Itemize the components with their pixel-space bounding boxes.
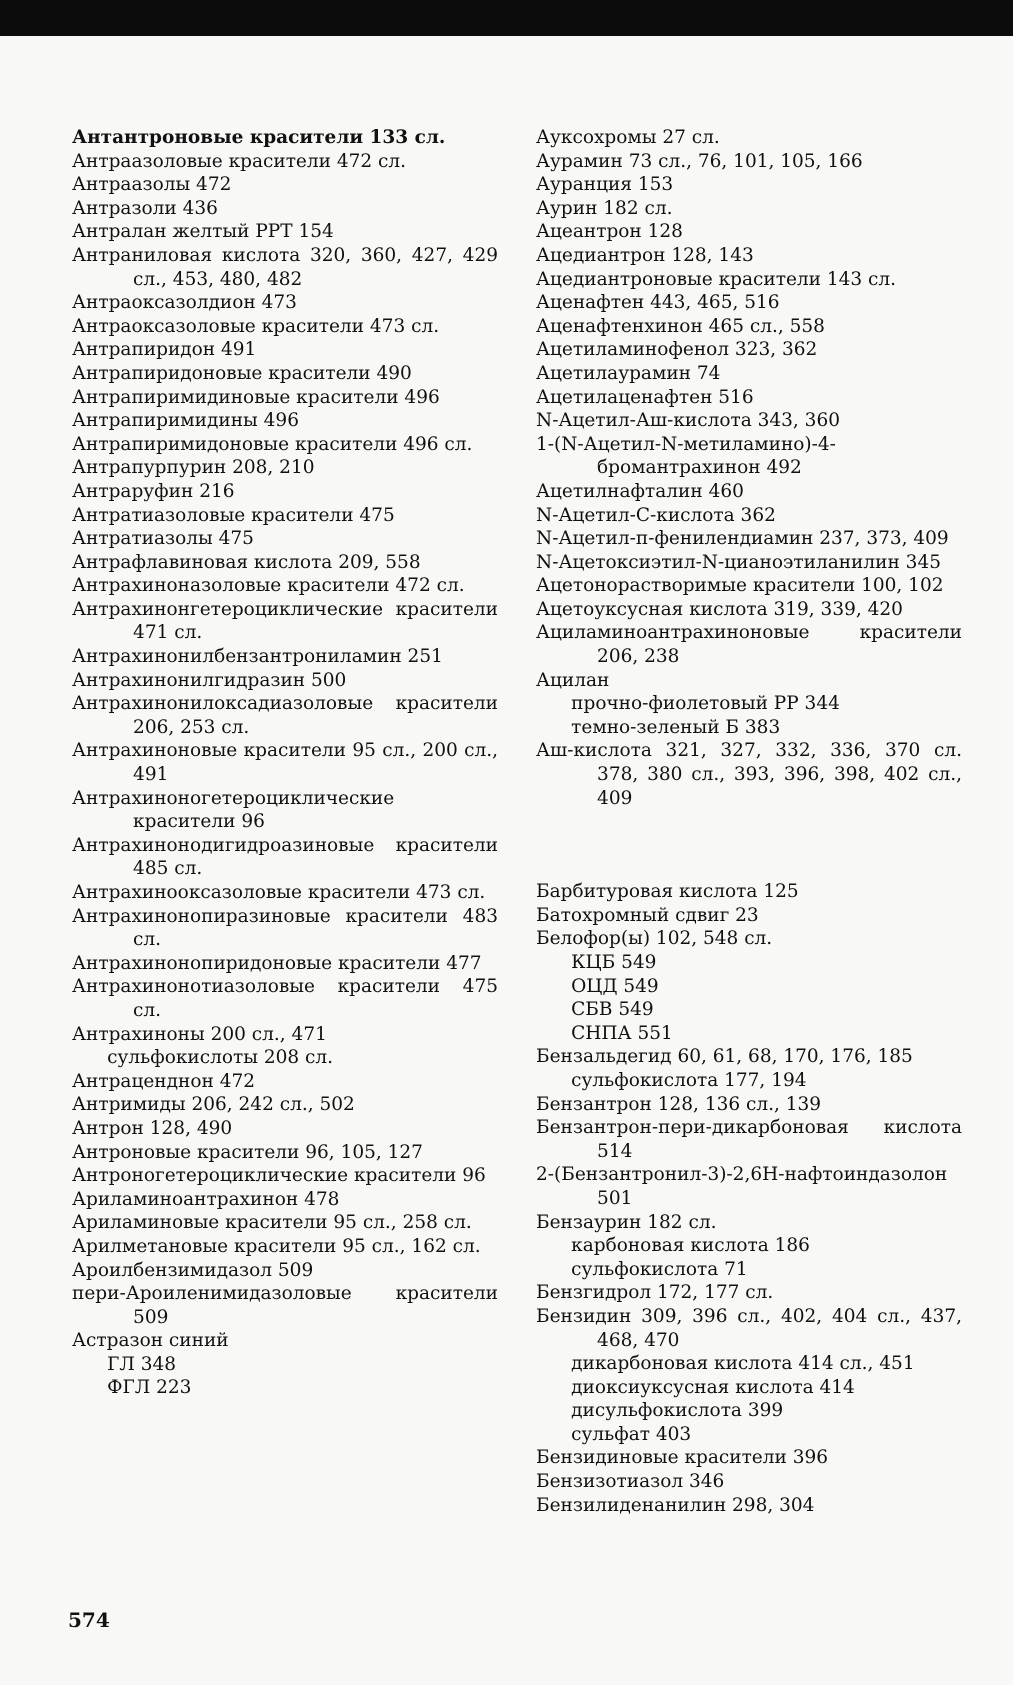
top-border-bar (0, 0, 1013, 36)
index-entry: Антразоли 436 (72, 197, 218, 219)
index-entry: Ацетоуксусная кислота 319, 339, 420 (536, 598, 903, 620)
index-subentry: диоксиуксусная кислота 414 (571, 1376, 855, 1398)
index-entry: Бензантрон 128, 136 сл., 139 (536, 1093, 822, 1115)
index-entry: Барбитуровая кислота 125 (536, 881, 799, 903)
index-subentry: сульфокислоты 208 сл. (107, 1047, 333, 1069)
index-entry: Белофор(ы) 102, 548 сл. (536, 928, 773, 950)
index-entry: Аурамин 73 сл., 76, 101, 105, 166 (536, 150, 863, 172)
index-entry: Ацеантрон 128 (536, 221, 683, 243)
index-subentry: ФГЛ 223 (107, 1377, 192, 1399)
index-entry: Ацедиантрон 128, 143 (536, 244, 754, 266)
index-entry: Ауксохромы 27 сл. (536, 127, 720, 148)
index-entry: 2-(Бензантронил-3)-2,6Н-нафтоиндазолон 501 (536, 1164, 948, 1209)
index-entry: Бензгидрол 172, 177 сл. (536, 1282, 774, 1304)
index-entry: Антраазоловые красители 472 сл. (72, 150, 407, 172)
index-entry: пери-Ароиленимидазоловые красители 509 (72, 1283, 498, 1328)
index-column-left (72, 126, 498, 1400)
index-subentry: дисульфокислота 399 (571, 1400, 784, 1422)
index-entry: Ацетонорастворимые красители 100, 102 (536, 575, 944, 597)
index-entry: Ацетилаурамин 74 (536, 362, 721, 384)
section-gap (536, 810, 962, 880)
index-entry: Антрапиримидиновые красители 496 (72, 386, 440, 408)
index-entry: Антраценднон 472 (72, 1070, 256, 1092)
index-entry: Антроновые красители 96, 105, 127 (72, 1141, 423, 1163)
index-entry: Бензизотиазол 346 (536, 1471, 725, 1493)
index-entry: Ауранция 153 (536, 174, 674, 196)
index-entry: N-Ацетил-С-кислота 362 (536, 504, 776, 526)
index-entry: Антрапиридоновые красители 490 (72, 362, 412, 384)
index-entry: Астразон синий (72, 1330, 229, 1352)
index-entry: Аценафтен 443, 465, 516 (536, 292, 780, 314)
index-subentry: ОЦД 549 (571, 975, 659, 997)
index-entry: Антрахинонгетероциклические красители 471 сл. (72, 598, 498, 644)
index-entry: Ацетилнафталин 460 (536, 480, 744, 502)
index-entry: Антрахинонилбензантрониламин 251 (72, 646, 443, 668)
index-entry: Антрахинонотиазоловые красители 475 сл. (72, 976, 498, 1021)
index-entry: Антрапиридон 491 (72, 339, 257, 361)
index-subentry: сульфокислота 71 (571, 1258, 748, 1280)
index-entry: Антроногетероциклические красители 96 (72, 1165, 486, 1187)
index-entry: Бензидиновые красители 396 (536, 1447, 829, 1469)
index-subentry: темно-зеленый Б 383 (571, 716, 781, 738)
index-entry: Ациламиноантрахиноновые красители 206, 238 (536, 622, 962, 668)
index-entry: 1-(N-Ацетил-N-метиламино)-4-бромантрахинон 492 (536, 433, 836, 479)
index-entry: Антраниловая кислота 320, 360, 427, 429 сл., 453, 480, 482 (72, 244, 498, 290)
index-entry: Антрахинонопиридоновые красители 477 (72, 952, 482, 974)
index-entry: Бензальдегид 60, 61, 68, 170, 176, 185 (536, 1046, 913, 1068)
index-entry: Антрахинонопиразиновые красители 483 сл. (72, 905, 498, 951)
index-entry: Антраазолы 472 (72, 174, 232, 196)
index-entry: Антрафлавиновая кислота 209, 558 (72, 551, 421, 573)
index-entry: Арилметановые красители 95 сл., 162 сл. (72, 1235, 481, 1257)
index-entry: Ароилбензимидазол 509 (72, 1259, 314, 1281)
index-subentry: прочно-фиолетовый РР 344 (571, 693, 840, 715)
index-entry: Антрапиримидины 496 (72, 410, 299, 432)
index-entry: Антрахинонодигидроазиновые красители 485 сл. (72, 834, 498, 880)
index-entry: Ацедиантроновые красители 143 сл. (536, 268, 897, 290)
index-entry: Ацилан (536, 669, 610, 691)
index-entry: Антрахинонилгидразин 500 (72, 669, 347, 691)
index-entry: Антрапурпурин 208, 210 (72, 457, 315, 479)
index-entry: Антраруфин 216 (72, 480, 235, 502)
page-number: 574 (68, 1608, 110, 1632)
index-entry: Антрон 128, 490 (72, 1117, 233, 1139)
index-subentry: СНПА 551 (571, 1022, 673, 1044)
index-entry: Антралан желтый РРТ 154 (72, 221, 334, 243)
index-subentry: сульфат 403 (571, 1423, 692, 1445)
index-entry: Антратиазоловые красители 475 (72, 504, 395, 526)
index-subentry: дикарбоновая кислота 414 сл., 451 (571, 1353, 915, 1375)
index-entry: Бензидин 309, 396 сл., 402, 404 сл., 437, 468, 470 (536, 1305, 962, 1351)
index-entry: Ариламиновые красители 95 сл., 258 сл. (72, 1212, 472, 1234)
index-entry: N-Ацетил-п-фенилендиамин 237, 373, 409 (536, 528, 949, 550)
index-entry: Антраоксазоловые красители 473 сл. (72, 315, 440, 337)
index-entry: Антратиазолы 475 (72, 528, 254, 550)
index-subentry: СБВ 549 (571, 999, 654, 1021)
index-entry: Ариламиноантрахинон 478 (72, 1188, 340, 1210)
index-entry: Антрахиноновые красители 95 сл., 200 сл., 491 (72, 740, 498, 786)
index-entry: Антрахинонилоксадиазоловые красители 206, 253 сл. (72, 693, 498, 738)
index-entry: N-Ацетил-Аш-кислота 343, 360 (536, 410, 840, 432)
index-entry: Ацетиламинофенол 323, 362 (536, 339, 818, 361)
index-entry: N-Ацетоксиэтил-N-цианоэтиланилин 345 (536, 551, 941, 573)
index-entry: Бензантрон-пери-дикарбоновая кислота 514 (536, 1117, 962, 1162)
index-subentry: карбоновая кислота 186 (571, 1235, 810, 1257)
index-entry: Антрахиноногетероциклические красители 96 (72, 787, 395, 833)
index-entry: Аурин 182 сл. (536, 197, 673, 219)
index-entry: Антрахинооксазоловые красители 473 сл. (72, 882, 486, 903)
index-entry: Антрапиримидоновые красители 496 сл. (72, 433, 473, 455)
index-entry: Батохромный сдвиг 23 (536, 904, 759, 926)
index-subentry: сульфокислота 177, 194 (571, 1069, 807, 1091)
index-column-right (536, 126, 962, 1517)
index-entry: Бензаурин 182 сл. (536, 1211, 717, 1233)
index-subentry: КЦБ 549 (571, 952, 657, 973)
index-entry: Антрахиноназоловые красители 472 сл. (72, 575, 465, 597)
index-entry: Антримиды 206, 242 сл., 502 (72, 1094, 355, 1116)
index-entry: Антраоксазолдион 473 (72, 292, 297, 314)
index-entry: Антантроновые красители 133 сл. (72, 127, 446, 148)
index-entry: Ацетилаценафтен 516 (536, 386, 754, 408)
index-entry: Аценафтенхинон 465 сл., 558 (536, 315, 825, 337)
index-entry: Аш-кислота 321, 327, 332, 336, 370 сл. 378, 380 сл., 393, 396, 398, 402 сл., 409 (536, 740, 962, 809)
index-entry: Бензилиденанилин 298, 304 (536, 1494, 815, 1516)
index-subentry: ГЛ 348 (107, 1353, 177, 1375)
index-entry: Антрахиноны 200 сл., 471 (72, 1023, 327, 1045)
